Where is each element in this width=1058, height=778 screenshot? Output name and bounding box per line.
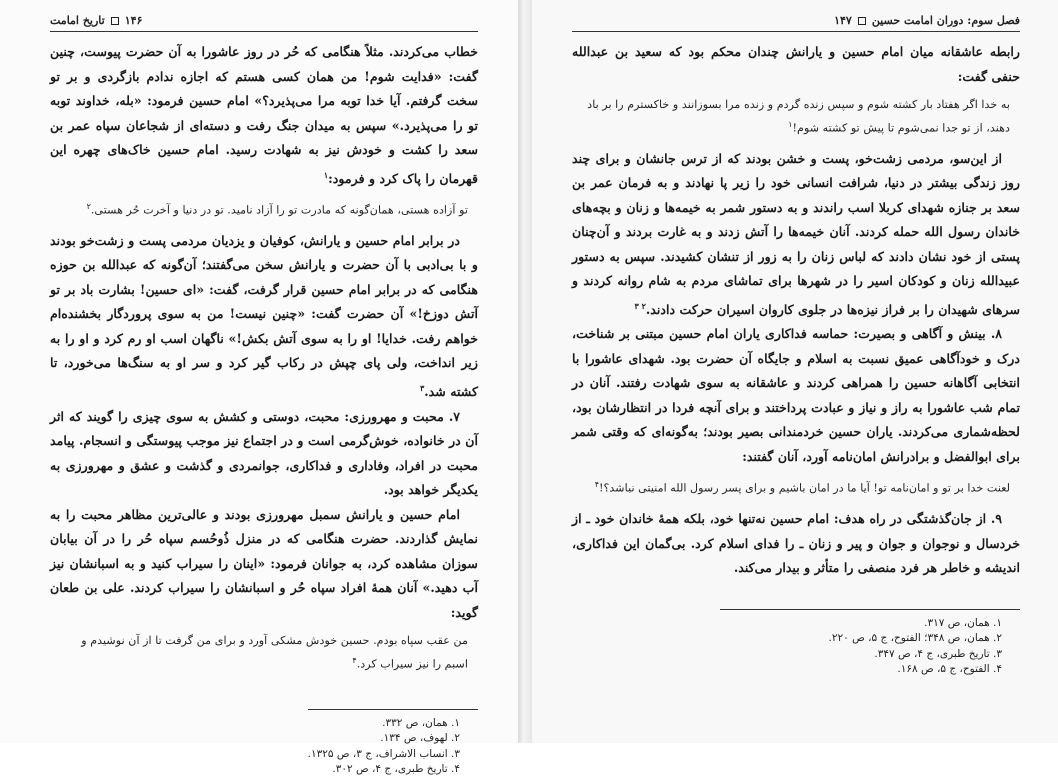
paragraph: از این‌سو، مردمی زشت‌خو، پست و خشن بودند که از ترس جانشان و برای چند روز زندگی بیشتر در دنیا، شرافت انسانی خود را زیر پا نهادند و به فرمان عمر بن سعد بر جنازه شهدای کربلا اسب راندند و به دستور شمر به خیمه‌ها و زنان و بچه‌های خاندان رسول الله حمله کردند. آنان خیمه‌ها را آتش زدند و به غارت بردند و آن‌چنان پستی از خود نشان دادند که لباس زنان را به زور از تنشان کشیدند. سپس به دستور عبیدالله زنان و کودکان اسیر را در شهرها برای تماشای مردم به شام روانه کردند و سرهای شهیدان را بر فراز نیزه‌ها در جلوی کاروان اسیران حرکت دادند.$^{۲ ۳}$ — [572, 150, 1020, 317]
page-number: ۱۴۶ — [124, 14, 143, 27]
footnote: ۳. انساب الاشراف، ج ۳، ص ۱۳۲۵. — [307, 747, 460, 760]
paragraph: خطاب می‌کردند. مثلاً هنگامی که حُر در روز عاشورا به آن حضرت پیوست، چنین گفت: «فدایت شوم! من همان کسی هستم که اجازه ندادم بازگردی و بر تو سخت گرفتم. آیا خدا توبه مرا می‌پذیرد؟» امام حسین فرمود: «بله، خداوند توبه تو را می‌پذیرد.» سپس به میدان جنگ رفت و دسته‌ای از شجاعان سپاه عمر بن سعد را کشت و خودش نیز به شهادت رسید. امام حسین خاک‌های چهره این قهرمان را پاک کرد و فرمود:$^۱$ — [50, 44, 478, 186]
quotation: تو آزاده هستی، همان‌گونه که مادرت تو را آزاد نامید. تو در دنیا و آخرت حُر هستی.$^۲$ — [86, 202, 468, 217]
section-paragraph: ۷. محبت و مهرورزی: محبت، دوستی و کشش به سوی چیزی را گویند که اثر آن در خانواده، خوش‌گرمی است و در اجتماع نیز موجب پیوستگی و انسجام. پیامد محبت در افراد، وفاداری و فداکاری، جوانمردی و گذشت و عشق و مهرورزی به یکدیگر خواهد بود. — [50, 408, 478, 498]
quotation: لعنت خدا بر تو و امان‌نامه تو! آیا ما در امان باشیم و برای پسر رسول الله امنیتی نباشد؟!$^۴$ — [594, 480, 1010, 496]
footnote: ۲. همان، ص ۳۴۸؛ الفتوح، ج ۵، ص ۲۲۰. — [828, 632, 1002, 645]
footnote-marker: ۱ — [788, 120, 793, 129]
quotation: من عقب سپاه بودم. حسین خودش مشکی آورد و برای من گرفت تا از آن نوشیدم و اسبم را نیز سیراب کرد.$^۴$ — [81, 634, 468, 671]
running-title: فصل سوم: دوران امامت حسین — [871, 14, 1020, 27]
paragraph: امام حسین و یارانش سمبل مهرورزی بودند و عالی‌ترین مظاهر محبت را به نمایش گذاردند. حضرت هنگامی که در منزل ذُوحُسم سپاه حُر را در آن بیابان سوزان مشاهده کرد، به جوانان فرمود: «اینان را سیراب کنید و به اسبانشان نیز آب دهید.» آنان همهٔ افراد سپاه حُر و اسبانشان را سیراب کردند. علی بن طعان گوید: — [50, 506, 478, 620]
footnote: ۲. لهوف، ص ۱۳۴. — [380, 732, 460, 745]
footnote: ۱. همان، ص ۳۳۲. — [382, 716, 460, 729]
footnote-divider — [308, 709, 478, 710]
footnote-marker: ۲ ۳ — [634, 300, 646, 311]
footnote: ۱. همان، ص ۳۱۷. — [924, 616, 1002, 629]
footnote: ۳. تاریخ طبری، ج ۴، ص ۳۴۷. — [874, 647, 1002, 660]
footnote: ۴. الفتوح، ج ۵، ص ۱۶۸. — [897, 663, 1002, 676]
footnote-marker: ۳ — [419, 382, 425, 393]
book-gutter — [518, 0, 532, 743]
footnote-marker: ۱ — [323, 169, 329, 180]
left-page-header — [50, 14, 478, 32]
paragraph: رابطه عاشقانه میان امام حسین و یارانش چندان محکم بود که سعید بن عبدالله حنفی گفت: — [572, 44, 1020, 84]
footnote-divider — [720, 609, 1020, 610]
footnote-marker: ۴ — [594, 480, 599, 490]
footnote-marker: ۲ — [86, 202, 91, 212]
footnote-marker: ۴ — [352, 656, 357, 666]
right-page — [532, 0, 1058, 743]
square-ornament-icon — [858, 17, 866, 25]
footnote: ۴. تاریخ طبری، ج ۴، ص ۳۰۲. — [332, 763, 460, 776]
square-ornament-icon — [111, 17, 119, 25]
quotation: به خدا اگر هفتاد بار کشته شوم و سپس زنده گردم و زنده مرا بسوزانند و خاکسترم را بر باد دهند، از تو جدا نمی‌شوم تا پیش تو کشته شوم!$^۱$ — [587, 98, 1010, 135]
left-page — [0, 0, 518, 776]
right-page-header — [572, 14, 1020, 32]
page-number: ۱۴۷ — [834, 14, 852, 27]
section-paragraph: ۹. از جان‌گذشتگی در راه هدف: امام حسین نه‌تنها خود، بلکه همهٔ خاندان خود ـ از خردسال و نوجوان و جوان و پیر و زنان ـ را فدای اسلام کرد. بی‌گمان این فداکاری، اندیشه و خاطر هر فرد منصفی را متأثر و بیدار می‌کند. — [572, 511, 1020, 576]
paragraph: در برابر امام حسین و یارانش، کوفیان و یزدیان مردمی پست و زشت‌خو بودند و با بی‌ادبی با آن حضرت و یارانش سخن می‌گفتند؛ آن‌گونه که عبدالله بن حوزه هنگامی که در برابر امام حسین قرار گرفت، گفت: «ای حسین! بشارت باد بر تو آتش دوزخ!» آن حضرت گفت: «چنین نیست! من به سوی پروردگار بخشنده‌ام خواهم رفت. خدایا! او را به سوی آتش بکش!» ناگهان اسب او رم کرد و او را به زیر انداخت، ولی پای چپش در رکاب گیر کرد و سر او به سنگ‌ها می‌خورد، تا کشته شد.$^۳$ — [50, 232, 478, 400]
section-paragraph: ۸. بینش و آگاهی و بصیرت: حماسه فداکاری یاران امام حسین مبتنی بر شناخت، درک و خودآگاهی عمیق نسبت به اسلام و جایگاه آن حضرت بود. شهدای عاشورا با انتخابی آگاهانه حسین را همراهی کردند و عاشقانه به سوی شهادت رفتند. آنان در تمام شب عاشورا به راز و نیاز و عبادت پرداختند و برای آنچه فردا در انتظارشان بود، لحظه‌شماری می‌کردند. یاران حسین خردمندانی بصیر بودند؛ به‌گونه‌ای که وقتی شمر برای ابوالفضل و برادرانش امان‌نامه آورد، آنان گفتند: — [572, 326, 1020, 464]
running-title: تاریخ امامت — [50, 14, 105, 27]
